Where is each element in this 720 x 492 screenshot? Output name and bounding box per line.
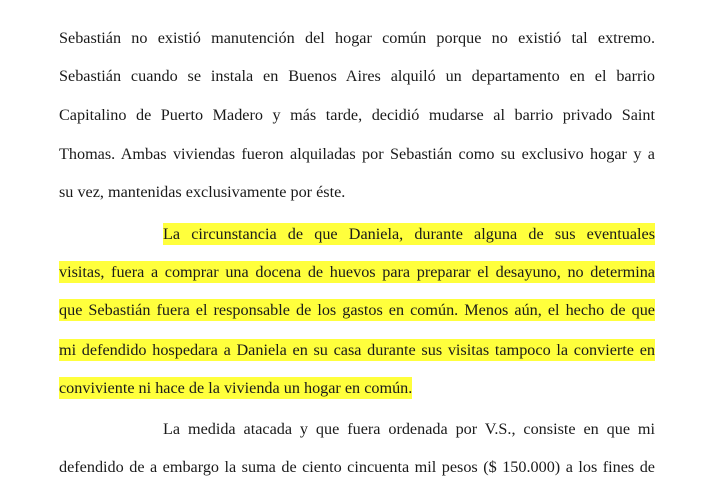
paragraph-3-line-1: La medida atacada y que fuera ordenada por V.S., consiste en que mi [163, 420, 655, 438]
paragraph-1-line-4: Thomas. Ambas viviendas fueron alquiladas por Sebastián como su exclusivo hogar y a [59, 145, 655, 163]
highlighted-text: visitas, fuera a comprar una docena de huevos para preparar el desayuno, no determina [59, 263, 655, 281]
highlighted-text: mi defendido hospedara a Daniela en su casa durante sus visitas tampoco la convierte en [59, 341, 655, 359]
paragraph-1-line-3: Capitalino de Puerto Madero y más tarde, decidió mudarse al barrio privado Saint [59, 106, 655, 124]
paragraph-2-line-4 [59, 339, 655, 361]
paragraph-2-line-3 [59, 299, 655, 321]
paragraph-1-line-1: Sebastián no existió manutención del hogar común porque no existió tal extremo. [59, 29, 655, 47]
paragraph-1-line-5: su vez, mantenidas exclusivamente por éste. [59, 183, 346, 201]
paragraph-3-line-2: defendido de a embargo la suma de ciento cincuenta mil pesos ($ 150.000) a los fines de [59, 458, 655, 476]
paragraph-2-line-2 [59, 261, 655, 283]
paragraph-2-line-1 [163, 223, 655, 245]
highlighted-text: conviviente ni hace de la vivienda un hogar en común. [59, 379, 413, 397]
highlighted-text: La circunstancia de que Daniela, durante alguna de sus eventuales [163, 225, 655, 243]
paragraph-2-line-5 [59, 377, 655, 399]
paragraph-1-line-2: Sebastián cuando se instala en Buenos Aires alquiló un departamento en el barrio [59, 67, 655, 85]
highlighted-text: que Sebastián fuera el responsable de los gastos en común. Menos aún, el hecho de que [59, 301, 655, 319]
